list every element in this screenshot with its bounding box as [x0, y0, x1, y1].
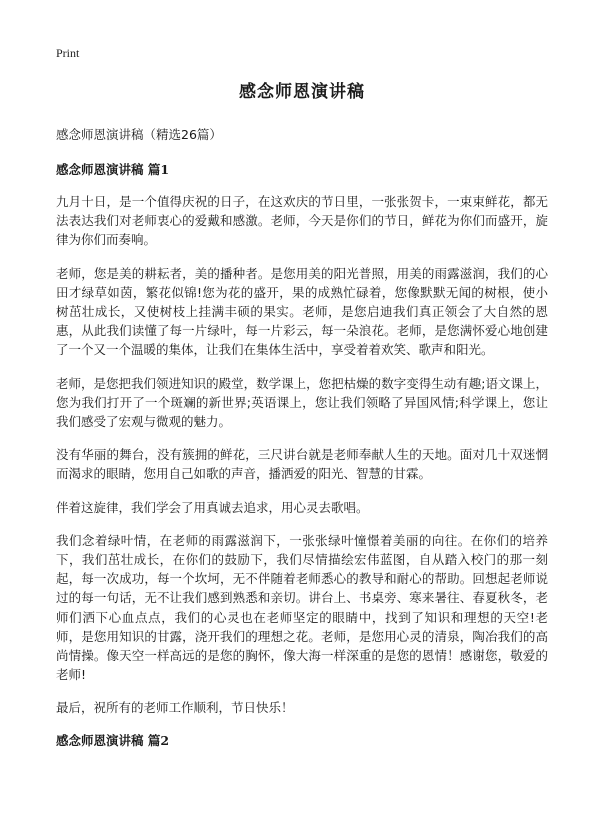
paragraph: 伴着这旋律，我们学会了用真诚去追求，用心灵去歌唱。 [56, 499, 369, 515]
paragraph: 老师，您是美的耕耘者，美的播种者。是您用美的阳光普照，用美的雨露滋润，我们的心田才绿草如茵，繁花似锦!您为花的盛开，果的成熟忙碌着，您像默默无闻的树根，使小树茁壮成长，又使树枝上挂满丰硕的果实。老师，是您启迪我们真正领会了大自然的恩惠，从此我们读懂了每一片绿叶，每一片彩云，每一朵浪花。老师，是您满怀爱心地创建了一个又一个温暖的集体，让我们在集体生活中，享受着着欢笑、歌声和阳光。 [56, 265, 548, 358]
paragraph: 老师，是您把我们领进知识的殿堂，数学课上，您把枯燥的数字变得生动有趣;语文课上，您为我们打开了一个斑斓的新世界;英语课上，您让我们领略了异国风情;科学课上，您让我们感受了宏观与微观的魅力。 [56, 375, 548, 430]
paragraph: 九月十日，是一个值得庆祝的日子，在这欢庆的节日里，一张张贺卡，一束束鲜花，都无法表达我们对老师衷心的爱戴和感激。老师，今天是你们的节日，鲜花为你们而盛开，旋律为你们而奏响。 [56, 194, 548, 248]
document-page [56, 80, 548, 763]
paragraph: 没有华丽的舞台，没有簇拥的鲜花，三尺讲台就是老师奉献人生的天地。面对几十双迷惘而渴求的眼睛，您用自己如歌的声音，播洒爱的阳光、智慧的甘霖。 [56, 447, 548, 482]
section-1 [56, 161, 548, 718]
document-subtitle: 感念师恩演讲稿（精选26篇） [56, 127, 222, 142]
section-heading: 感念师恩演讲稿 篇1 [56, 162, 170, 177]
paragraph: 我们念着绿叶情，在老师的雨露滋润下，一张张绿叶憧憬着美丽的向往。在你们的培养下，我们茁壮成长，在你们的鼓励下，我们尽情描绘宏伟蓝图，自从踏入校门的那一刻起，每一次成功，每一个坎坷，无不伴随着老师悉心的教导和耐心的帮助。回想起老师说过的每一句话，无不让我们感到熟悉和亲切。讲台上、书桌旁、寒来暑往、春夏秋冬，老师们洒下心血点点，我们的心灵也在老师坚定的眼睛中，找到了知识和理想的天空!老师，是您用知识的甘露，浇开我们的理想之花。老师，是您用心灵的清泉，陶冶我们的高尚情操。像天空一样高远的是您的胸怀，像大海一样深重的是您的恩情！感谢您，敬爱的老师! [56, 532, 548, 683]
document-title: 感念师恩演讲稿 [239, 82, 365, 102]
paragraph: 最后，祝所有的老师工作顺利，节日快乐！ [56, 700, 294, 716]
section-heading: 感念师恩演讲稿 篇2 [56, 732, 170, 748]
print-label: Print [56, 46, 80, 60]
section-2 [56, 732, 548, 750]
